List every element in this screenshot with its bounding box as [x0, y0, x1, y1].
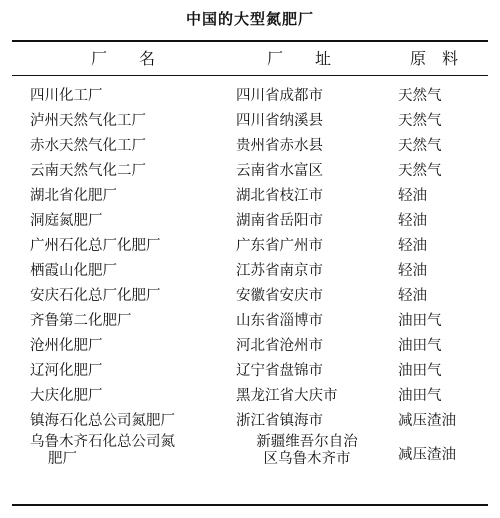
factory-name: 大庆化肥厂	[30, 388, 103, 404]
table-header	[0, 44, 500, 74]
factory-location: 四川省纳溪县	[236, 113, 323, 129]
factory-name: 广州石化总厂化肥厂	[30, 238, 161, 254]
table-top-rule	[12, 40, 488, 42]
raw-material: 轻油	[398, 213, 427, 229]
table-row	[0, 109, 500, 134]
raw-material: 轻油	[398, 288, 427, 304]
raw-material: 轻油	[398, 238, 427, 254]
factory-location: 山东省淄博市	[236, 313, 323, 329]
table-row	[0, 84, 500, 109]
table-row	[0, 409, 500, 434]
table-row	[0, 334, 500, 359]
raw-material: 油田气	[398, 338, 442, 354]
header-raw-material: 原 料	[409, 49, 458, 68]
header-factory-location: 厂 址	[266, 49, 331, 68]
raw-material: 天然气	[398, 138, 442, 154]
table-body	[0, 84, 500, 478]
factory-name-line1: 乌鲁木齐石化总公司氮	[30, 434, 175, 450]
table-row-last	[0, 434, 500, 478]
factory-name	[30, 434, 216, 468]
factory-location: 江苏省南京市	[236, 263, 323, 279]
factory-name: 沧州化肥厂	[30, 338, 103, 354]
raw-material: 减压渣油	[398, 447, 456, 463]
raw-material: 减压渣油	[398, 413, 456, 429]
factory-location: 辽宁省盘锦市	[236, 363, 323, 379]
factory-location: 湖北省枝江市	[236, 188, 323, 204]
factory-location: 河北省沧州市	[236, 338, 323, 354]
factory-location: 四川省成都市	[236, 88, 323, 104]
factory-name: 栖霞山化肥厂	[30, 263, 117, 279]
factory-name: 齐鲁第二化肥厂	[30, 313, 132, 329]
raw-material: 天然气	[398, 163, 442, 179]
table-row	[0, 359, 500, 384]
table-row	[0, 209, 500, 234]
table-header-rule	[12, 75, 488, 76]
table-row	[0, 184, 500, 209]
raw-material: 天然气	[398, 113, 442, 129]
table-row	[0, 259, 500, 284]
table-row	[0, 234, 500, 259]
raw-material: 轻油	[398, 263, 427, 279]
raw-material: 天然气	[398, 88, 442, 104]
factory-name: 湖北省化肥厂	[30, 188, 117, 204]
factory-name-line2: 肥厂	[48, 451, 77, 467]
factory-location-line2: 区乌鲁木齐市	[263, 451, 351, 467]
header-factory-name: 厂 名	[90, 49, 155, 68]
factory-name: 四川化工厂	[30, 88, 103, 104]
raw-material: 轻油	[398, 188, 427, 204]
factory-name: 泸州天然气化工厂	[30, 113, 146, 129]
factory-location	[236, 434, 378, 468]
table-row	[0, 159, 500, 184]
factory-location: 浙江省镇海市	[236, 413, 323, 429]
factory-location: 黑龙江省大庆市	[236, 388, 338, 404]
factory-name: 云南天然气化二厂	[30, 163, 146, 179]
factory-name: 安庆石化总厂化肥厂	[30, 288, 161, 304]
factory-location: 安徽省安庆市	[236, 288, 323, 304]
factory-location: 贵州省赤水县	[236, 138, 323, 154]
factory-name: 镇海石化总公司氮肥厂	[30, 413, 175, 429]
factory-name: 辽河化肥厂	[30, 363, 103, 379]
table-row	[0, 134, 500, 159]
factory-location: 云南省水富区	[236, 163, 323, 179]
factory-location-line1: 新疆维吾尔自治	[256, 434, 358, 450]
factory-location: 广东省广州市	[236, 238, 323, 254]
raw-material: 油田气	[398, 313, 442, 329]
raw-material: 油田气	[398, 388, 442, 404]
raw-material: 油田气	[398, 363, 442, 379]
table-row	[0, 309, 500, 334]
table-row	[0, 284, 500, 309]
table-bottom-rule	[12, 504, 488, 506]
factory-name: 赤水天然气化工厂	[30, 138, 146, 154]
factory-location: 湖南省岳阳市	[236, 213, 323, 229]
table-title: 中国的大型氮肥厂	[185, 10, 314, 28]
table-row	[0, 384, 500, 409]
factory-name: 洞庭氮肥厂	[30, 213, 103, 229]
